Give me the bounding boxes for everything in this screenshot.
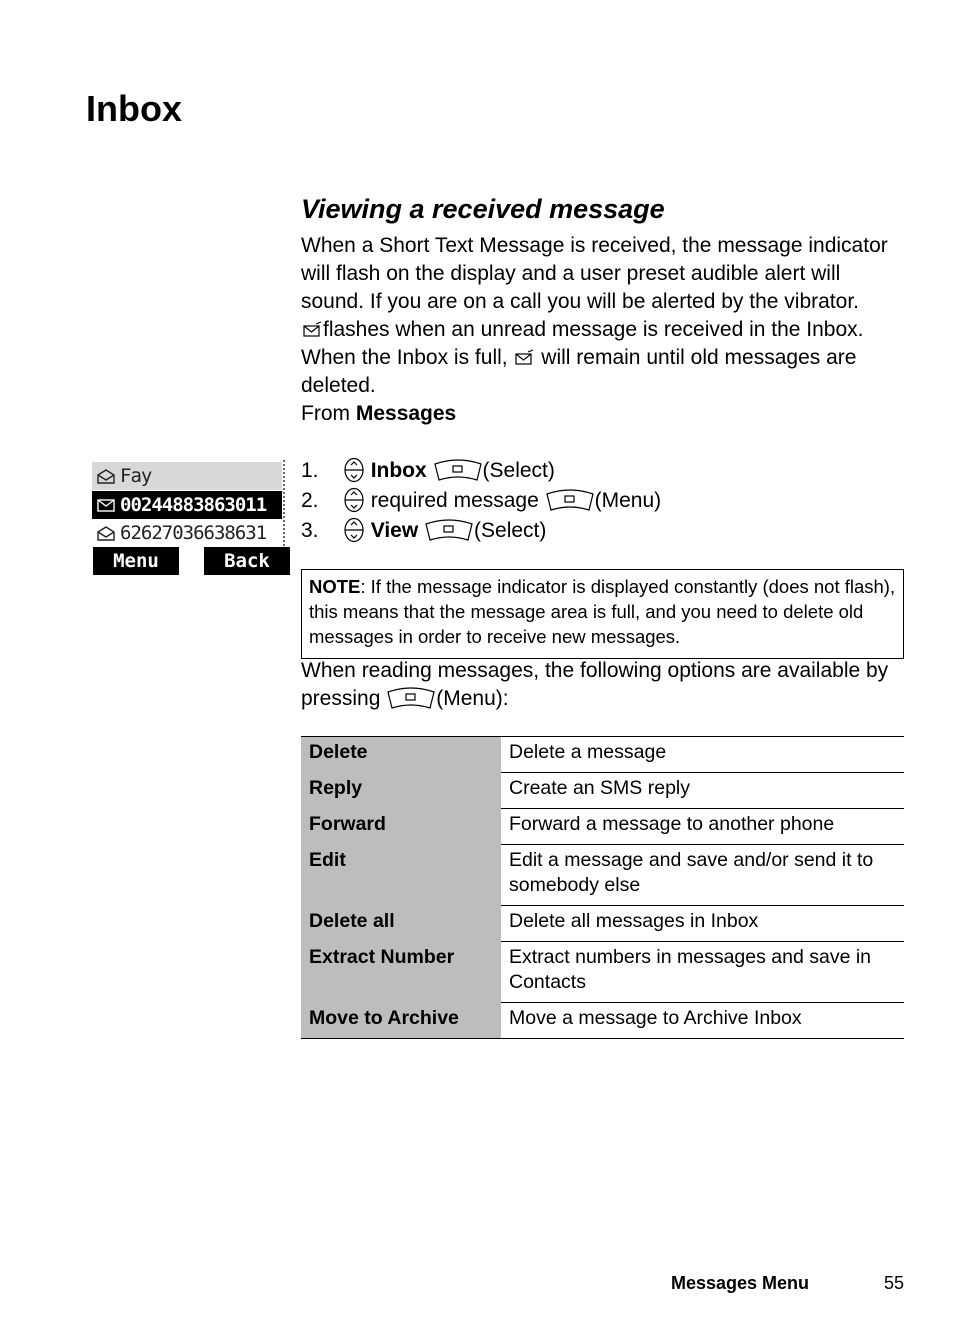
phone-row-text: Fay	[120, 465, 152, 487]
phone-softkey-back: Back	[204, 547, 290, 575]
step-action: (Select)	[474, 519, 547, 542]
step-action: (Menu)	[594, 489, 662, 512]
step-1	[301, 456, 555, 486]
step-number: 1.	[301, 459, 319, 482]
option-description: Delete all messages in Inbox	[501, 906, 904, 942]
option-description: Edit a message and save and/or send it to somebody else	[501, 845, 904, 906]
open-envelope-icon	[92, 524, 120, 542]
unread-indicator-text: flashes when an unread message is received in the Inbox.	[323, 318, 864, 341]
option-name: Reply	[301, 773, 501, 809]
select-key-icon	[424, 518, 474, 542]
inbox-full-text-b: will remain until old messages are deleted.	[301, 346, 857, 397]
intro-text: When a Short Text Message is received, the message indicator will flash on the display and a user preset audible alert will sound. If you are on a call you will be alerted by the vibrator.	[301, 234, 888, 313]
phone-message-row	[92, 462, 282, 490]
page-number: 55	[884, 1273, 905, 1293]
closed-envelope-icon	[92, 496, 120, 514]
step-3	[301, 516, 546, 546]
options-intro-text: When reading messages, the following options are available by pressing	[301, 659, 889, 710]
step-2	[301, 486, 661, 516]
step-number: 3.	[301, 519, 319, 542]
phone-scrollbar	[283, 460, 291, 546]
intro-paragraph	[301, 232, 907, 428]
option-description: Extract numbers in messages and save in Contacts	[501, 942, 904, 1003]
option-name: Move to Archive	[301, 1003, 501, 1039]
section-title: Viewing a received message	[301, 194, 665, 224]
menu-key-icon	[386, 686, 436, 710]
phone-softkey-menu: Menu	[93, 547, 179, 575]
note-box	[301, 569, 904, 659]
step-action: (Select)	[482, 459, 555, 482]
options-table-row	[301, 906, 904, 942]
footer-section-name: Messages Menu	[671, 1273, 810, 1293]
options-table	[301, 736, 904, 1039]
options-table-row	[301, 845, 904, 906]
option-description: Create an SMS reply	[501, 773, 904, 809]
option-description: Move a message to Archive Inbox	[501, 1003, 904, 1039]
option-name: Edit	[301, 845, 501, 906]
from-label: From	[301, 402, 350, 425]
menu-key-icon	[545, 488, 595, 512]
option-name: Delete all	[301, 906, 501, 942]
options-table-row	[301, 1003, 904, 1039]
phone-row-text: 00244883863011	[120, 494, 267, 516]
options-table-row	[301, 773, 904, 809]
page-title: Inbox	[86, 88, 182, 129]
option-name: Extract Number	[301, 942, 501, 1003]
from-menu-name: Messages	[355, 402, 457, 425]
options-table-row	[301, 809, 904, 845]
unread-message-icon	[301, 319, 323, 337]
inbox-full-icon	[513, 347, 535, 365]
phone-row-text: 62627036638631	[120, 522, 267, 544]
option-description: Delete a message	[501, 737, 904, 773]
open-envelope-icon	[92, 467, 120, 485]
note-label: NOTE	[309, 576, 361, 597]
select-key-icon	[433, 458, 483, 482]
inbox-full-text-a: When the Inbox is full,	[301, 346, 508, 369]
navigation-key-icon	[343, 457, 365, 483]
step-target: required message	[370, 489, 539, 512]
options-table-row	[301, 942, 904, 1003]
phone-message-row-selected	[92, 491, 282, 519]
phone-message-row	[92, 519, 282, 547]
note-text: : If the message indicator is displayed constantly (does not flash), this means that the message area is full, and you need to delete old messages in order to receive new messages.	[309, 576, 896, 647]
navigation-key-icon	[343, 517, 365, 543]
step-target: Inbox	[370, 459, 427, 482]
options-intro-suffix: (Menu):	[436, 687, 509, 710]
navigation-key-icon	[343, 487, 365, 513]
option-description: Forward a message to another phone	[501, 809, 904, 845]
phone-screen-illustration	[92, 460, 289, 576]
step-number: 2.	[301, 489, 319, 512]
option-name: Forward	[301, 809, 501, 845]
options-intro	[301, 657, 907, 713]
option-name: Delete	[301, 737, 501, 773]
options-table-row	[301, 737, 904, 773]
step-target: View	[370, 519, 419, 542]
